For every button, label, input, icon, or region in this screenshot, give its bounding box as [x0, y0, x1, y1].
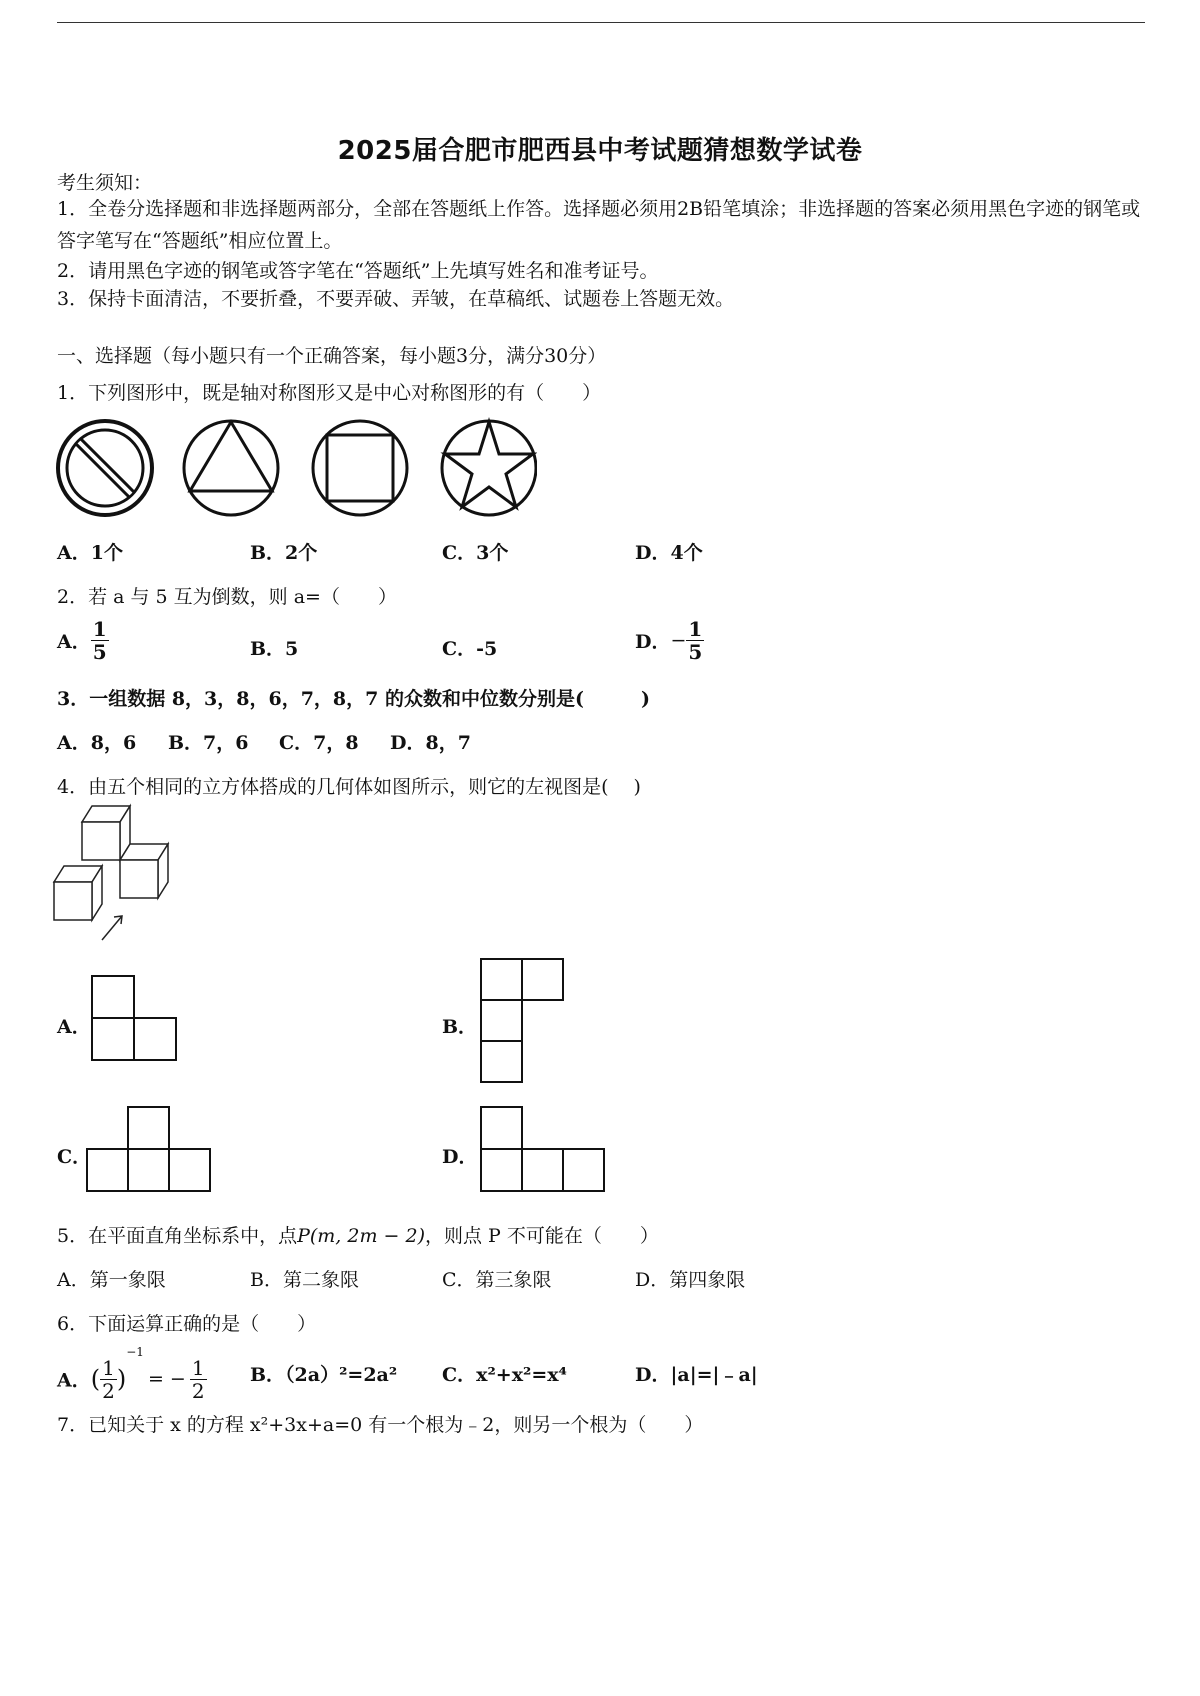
q2-option-a-label: A． [57, 631, 91, 653]
question-1-stem: 1．下列图形中，既是轴对称图形又是中心对称图形的有（ ） [57, 382, 602, 404]
q2-a-denominator: 5 [92, 640, 107, 664]
q5-option-a[interactable]: A．第一象限 [57, 1269, 166, 1291]
q2-d-sign: − [670, 629, 687, 652]
q6-a-exponent: −1 [126, 1345, 144, 1359]
q4-option-a[interactable]: A． [57, 1016, 91, 1038]
q6-a-numerator: 1 [102, 1355, 115, 1380]
q1-option-b[interactable]: B．2个 [250, 542, 318, 564]
q6-a-equals: = − [147, 1368, 186, 1390]
q4-option-c[interactable]: C． [57, 1146, 92, 1168]
q4-option-c-view [86, 1106, 214, 1194]
q6-option-c[interactable]: C．x²+x²=x⁴ [442, 1364, 567, 1386]
circle-with-slash-icon [58, 421, 152, 515]
q2-option-b[interactable]: B．5 [250, 638, 299, 660]
section-heading: 一、选择题（每小题只有一个正确答案，每小题3分，满分30分） [57, 345, 607, 367]
notice-item-2: 2．请用黑色字迹的钢笔或答字笔在“答题纸”上先填写姓名和准考证号。 [57, 260, 659, 282]
question-3-stem: 3．一组数据 8，3，8，6，7，8，7 的众数和中位数分别是( ) [57, 688, 650, 710]
question-6-stem: 6．下面运算正确的是（ ） [57, 1313, 317, 1335]
notice-heading: 考生须知： [57, 172, 153, 194]
q4-option-d[interactable]: D． [442, 1146, 478, 1168]
header-rule [57, 22, 1145, 23]
q5-stem-math: P(m, 2m − 2) [297, 1225, 425, 1247]
q2-option-d-label: D． [635, 631, 671, 653]
q3-option-d[interactable]: D．8，7 [390, 732, 471, 754]
q6-option-b[interactable]: B．（2a）²=2a² [250, 1364, 398, 1386]
circle-with-square-icon [313, 421, 407, 515]
q2-option-c[interactable]: C．-5 [442, 638, 498, 660]
q4-solid-figure [50, 800, 180, 945]
q2-d-numerator: 1 [688, 617, 703, 641]
q1-figures [55, 414, 537, 522]
circle-with-triangle-icon [184, 421, 278, 515]
q2-a-numerator: 1 [92, 617, 107, 641]
q6-a-result-numerator: 1 [191, 1355, 205, 1380]
q6-option-d[interactable]: D．|a|=|﹣a| [635, 1364, 758, 1386]
page-title: 2025届合肥市肥西县中考试题猜想数学试卷 [337, 136, 863, 166]
circle-with-star-icon [442, 421, 536, 515]
q6-option-a[interactable] [57, 1345, 207, 1402]
q5-stem-post: ，则点 P 不可能在（ ） [425, 1225, 659, 1247]
q6-left-paren: ( [90, 1365, 101, 1393]
q6-right-paren: ) [116, 1365, 127, 1393]
q2-option-d-fraction [686, 618, 704, 663]
q1-option-c[interactable]: C．3个 [442, 542, 509, 564]
q6-a-result-fraction [190, 1357, 207, 1402]
question-7-stem: 7．已知关于 x 的方程 x²+3x+a=0 有一个根为﹣2，则另一个根为（ ） [57, 1414, 704, 1436]
q6-option-a-label: A． [57, 1369, 91, 1392]
q4-option-b[interactable]: B． [442, 1016, 478, 1038]
question-2-stem: 2．若 a 与 5 互为倒数，则 a=（ ） [57, 586, 397, 608]
notice-item-1: 1．全卷分选择题和非选择题两部分，全部在答题纸上作答。选择题必须用2B铅笔填涂；非选择题的答案必须用黑色字迹的钢笔或答字笔写在“答题纸”相应位置上。 [57, 198, 1141, 252]
q3-option-a[interactable]: A．8，6 [57, 732, 137, 754]
q6-a-denominator: 2 [102, 1378, 115, 1403]
q3-option-b[interactable]: B．7，6 [168, 732, 249, 754]
notice-item-3: 3．保持卡面清洁，不要折叠，不要弄破、弄皱，在草稿纸、试题卷上答题无效。 [57, 288, 735, 310]
q1-option-a[interactable]: A．1个 [57, 542, 123, 564]
q6-a-result-denominator: 2 [191, 1378, 205, 1403]
q4-option-b-view [480, 958, 566, 1086]
q6-a-fraction [100, 1357, 117, 1402]
q5-stem-pre: 5．在平面直角坐标系中，点 [57, 1225, 298, 1247]
q2-d-denominator: 5 [688, 640, 703, 664]
question-5-stem [57, 1221, 659, 1248]
q2-option-d[interactable] [635, 618, 704, 663]
question-4-stem: 4．由五个相同的立方体搭成的几何体如图所示，则它的左视图是( ) [57, 776, 641, 798]
q4-option-d-view [480, 1106, 608, 1194]
q5-option-c[interactable]: C．第三象限 [442, 1269, 552, 1291]
q5-option-b[interactable]: B．第二象限 [250, 1269, 359, 1291]
view-direction-arrow-icon [102, 916, 122, 940]
q2-option-a[interactable] [57, 618, 109, 663]
q2-option-a-fraction [91, 618, 109, 663]
q3-option-c[interactable]: C．7，8 [279, 732, 359, 754]
q5-option-d[interactable]: D．第四象限 [635, 1269, 746, 1291]
q1-option-d[interactable]: D．4个 [635, 542, 703, 564]
q4-option-a-view [91, 975, 179, 1063]
